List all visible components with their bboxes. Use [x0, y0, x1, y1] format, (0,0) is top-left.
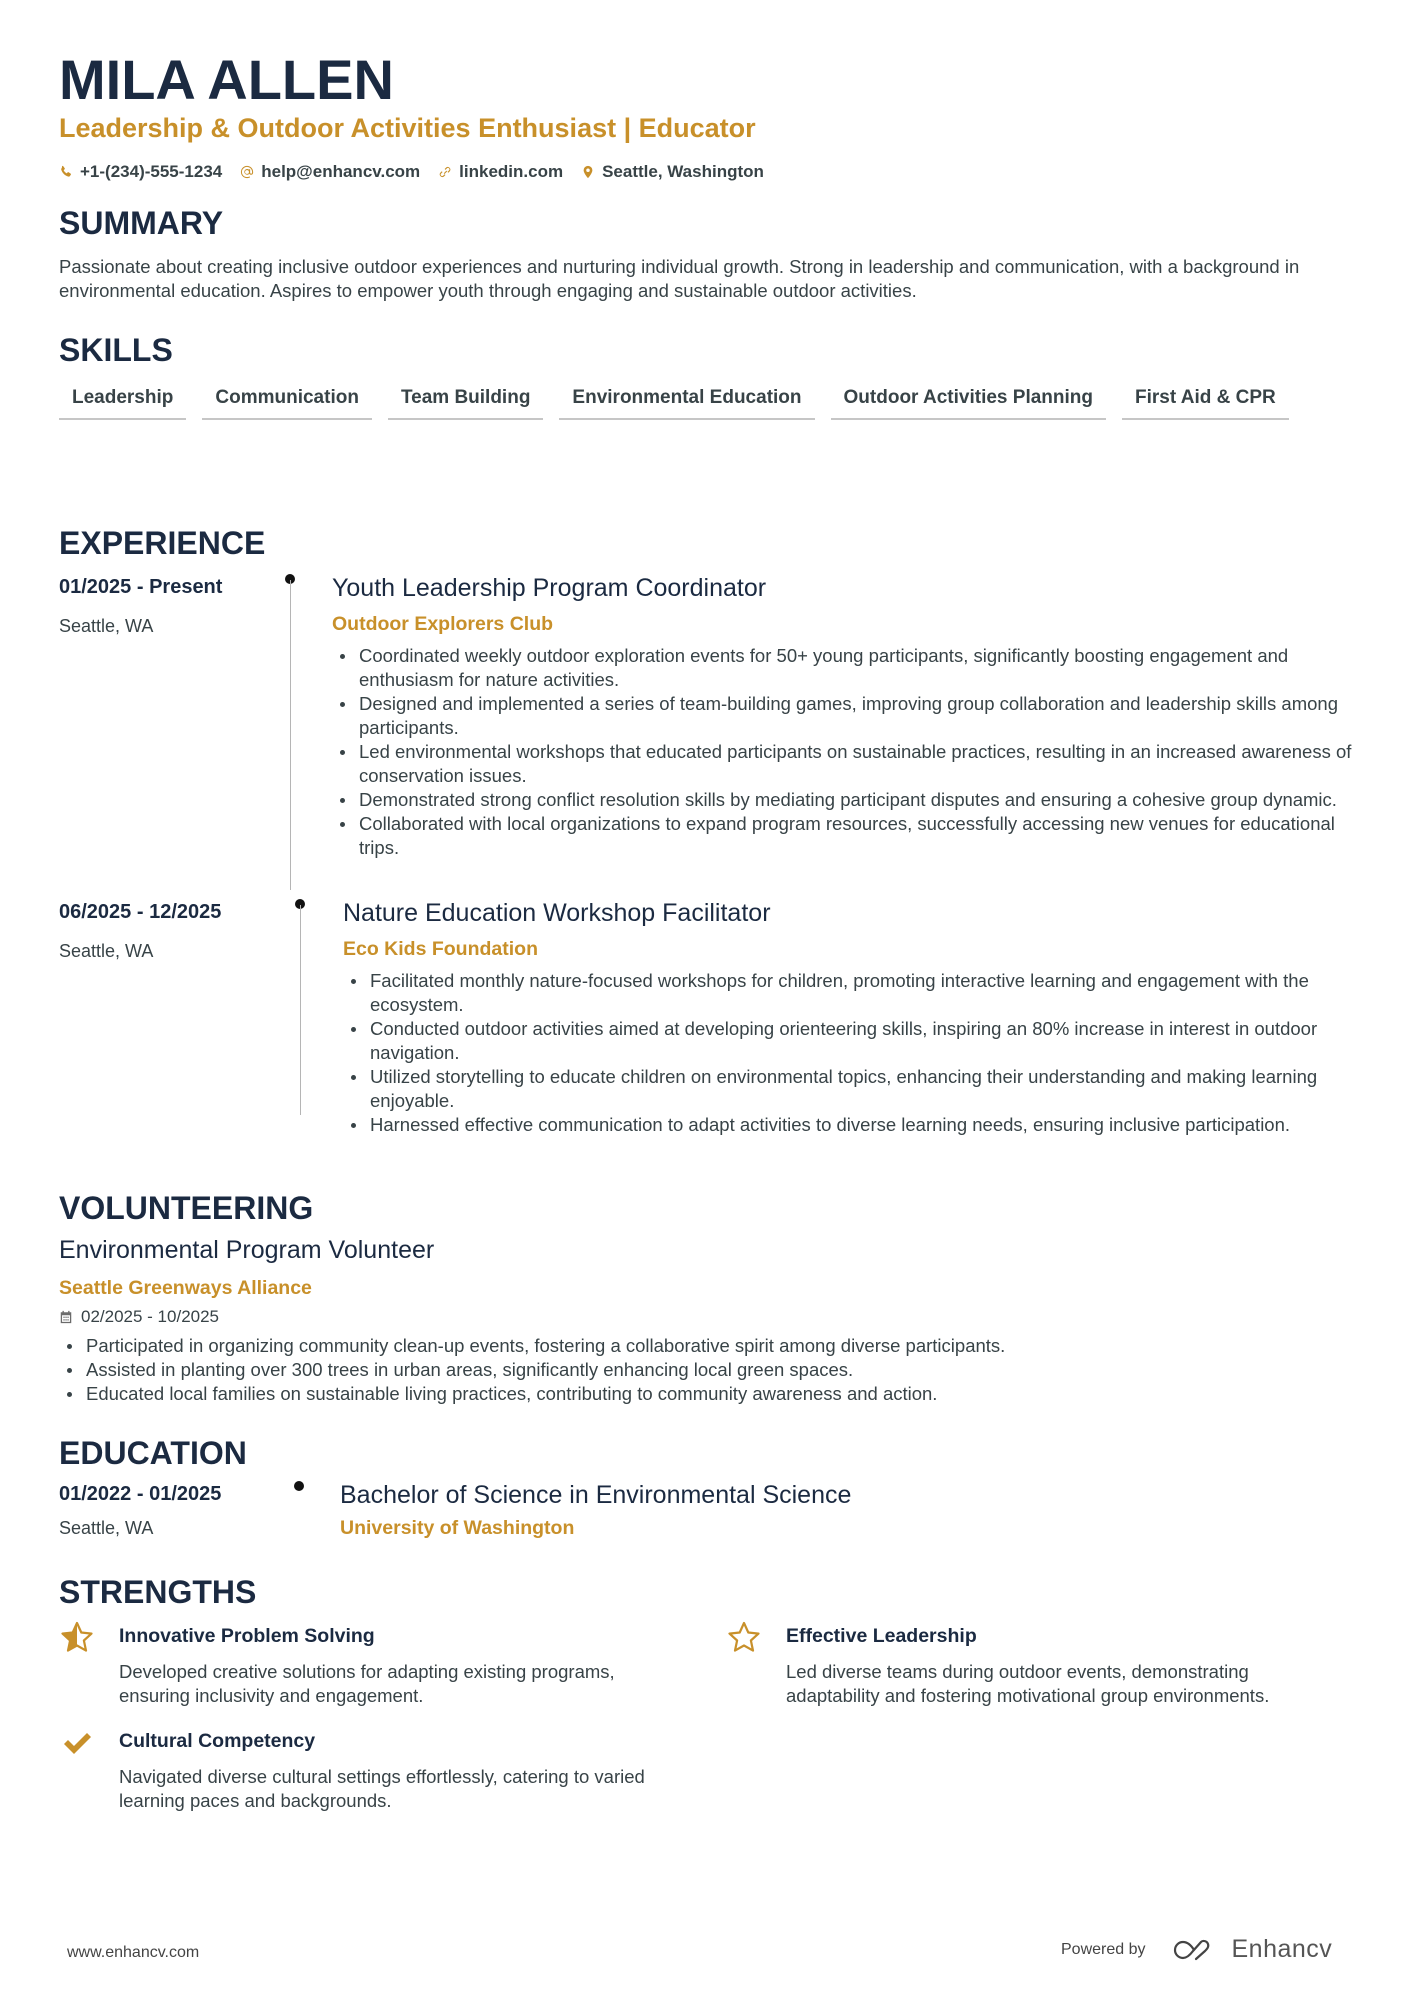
- education-location: Seattle, WA: [59, 1518, 154, 1538]
- job-bullets: [343, 969, 1358, 1137]
- job-bullet: Demonstrated strong conflict resolution skills by mediating participant disputes and ensuring a cohesive group dynamic.: [332, 788, 1367, 812]
- strengths-heading: STRENGTHS: [59, 1574, 257, 1610]
- contact-phone-text: +1-(234)-555-1234: [80, 162, 223, 181]
- skill-tag: Leadership: [59, 380, 186, 420]
- job-company: Eco Kids Foundation: [343, 938, 538, 960]
- contact-linkedin-text: linkedin.com: [459, 162, 564, 181]
- contact-bar: [59, 160, 764, 184]
- timeline-line: [290, 580, 291, 890]
- volunteer-bullets: [59, 1334, 1359, 1406]
- skill-tag: Team Building: [388, 380, 543, 420]
- location-pin-icon: [581, 165, 595, 179]
- strength-description: Developed creative solutions for adapting existing programs, ensuring inclusivity and engagement.: [119, 1661, 615, 1706]
- job-dates: 01/2025 - Present: [59, 576, 223, 598]
- education-heading: EDUCATION: [59, 1435, 247, 1471]
- volunteer-bullet: Assisted in planting over 300 trees in urban areas, significantly enhancing local green spaces.: [59, 1358, 1359, 1382]
- strength-description: Led diverse teams during outdoor events, demonstrating adaptability and fostering motivational group environments.: [786, 1661, 1270, 1706]
- job-bullet: Coordinated weekly outdoor exploration events for 50+ young participants, significantly boosting engagement and enthusiasm for nature activities.: [332, 644, 1367, 692]
- job-bullet: Conducted outdoor activities aimed at developing orienteering skills, inspiring an 80% increase in interest in outdoor navigation.: [343, 1017, 1358, 1065]
- job-bullet: Collaborated with local organizations to expand program resources, successfully accessing new venues for educational trips.: [332, 812, 1367, 860]
- skill-tag: Outdoor Activities Planning: [831, 380, 1106, 420]
- degree-title: Bachelor of Science in Environmental Science: [340, 1481, 852, 1509]
- volunteer-role: Environmental Program Volunteer: [59, 1236, 435, 1264]
- contact-email[interactable]: [240, 162, 420, 182]
- contact-phone[interactable]: [59, 162, 222, 182]
- job-bullet: Led environmental workshops that educated participants on sustainable practices, resulting in an increased awareness of conservation issues.: [332, 740, 1367, 788]
- timeline-line: [300, 905, 301, 1115]
- job-bullet: Designed and implemented a series of team-building games, improving group collaboration and leadership skills among participants.: [332, 692, 1367, 740]
- job-title: Nature Education Workshop Facilitator: [343, 899, 771, 927]
- skills-heading: SKILLS: [59, 332, 173, 368]
- volunteering-heading: VOLUNTEERING: [59, 1190, 314, 1226]
- strength-title: Effective Leadership: [786, 1625, 977, 1647]
- enhancv-logo[interactable]: [1172, 1935, 1333, 1964]
- skill-tag: Communication: [202, 380, 372, 420]
- strength-description: Navigated diverse cultural settings effortlessly, catering to varied learning paces and backgrounds.: [119, 1766, 645, 1811]
- checkmark-icon: [59, 1725, 95, 1761]
- phone-icon: [59, 165, 73, 179]
- volunteer-bullet: Educated local families on sustainable living practices, contributing to community awareness and action.: [59, 1382, 1359, 1406]
- strength-title: Cultural Competency: [119, 1730, 316, 1752]
- job-bullet: Facilitated monthly nature-focused workshops for children, promoting interactive learning and engagement with the ecosystem.: [343, 969, 1358, 1017]
- skills-list: [59, 380, 1359, 420]
- link-icon: [438, 165, 452, 179]
- skill-tag: First Aid & CPR: [1122, 380, 1289, 420]
- job-location: Seattle, WA: [59, 616, 154, 636]
- footer-branding: [1061, 1935, 1332, 1964]
- star-outline-icon: [726, 1620, 762, 1656]
- volunteer-dates-text: 02/2025 - 10/2025: [81, 1307, 220, 1326]
- contact-location-text: Seattle, Washington: [602, 162, 764, 181]
- volunteer-dates: [59, 1307, 219, 1327]
- job-bullet: Harnessed effective communication to adapt activities to diverse learning needs, ensuring inclusive participation.: [343, 1113, 1358, 1137]
- volunteer-bullet: Participated in organizing community clean-up events, fostering a collaborative spirit among diverse participants.: [59, 1334, 1359, 1358]
- strength-title: Innovative Problem Solving: [119, 1625, 375, 1647]
- job-company: Outdoor Explorers Club: [332, 613, 554, 635]
- candidate-name: MILA ALLEN: [59, 48, 394, 111]
- volunteer-organization: Seattle Greenways Alliance: [59, 1277, 312, 1299]
- contact-linkedin[interactable]: [438, 162, 563, 182]
- summary-heading: SUMMARY: [59, 205, 224, 241]
- skill-tag: Environmental Education: [559, 380, 814, 420]
- contact-email-text: help@enhancv.com: [261, 162, 421, 181]
- experience-heading: EXPERIENCE: [59, 525, 266, 561]
- summary-text: Passionate about creating inclusive outdoor experiences and nurturing individual growth. Strong in leadership and communication, with a background in environmental education. Aspires to empower youth through engaging and sustainable outdoor activities.: [59, 256, 1300, 301]
- job-bullet: Utilized storytelling to educate children on environmental topics, enhancing their understanding and making learning enjoyable.: [343, 1065, 1358, 1113]
- brand-name: Enhancv: [1231, 1935, 1333, 1963]
- education-dates: 01/2022 - 01/2025: [59, 1483, 222, 1505]
- calendar-icon: [59, 1310, 73, 1324]
- job-dates: 06/2025 - 12/2025: [59, 901, 222, 923]
- at-icon: [240, 165, 254, 179]
- timeline-dot: [294, 1481, 304, 1491]
- job-bullets: [332, 644, 1367, 860]
- job-title: Youth Leadership Program Coordinator: [332, 574, 767, 602]
- enhancv-infinity-heart-icon: [1172, 1937, 1220, 1963]
- school-name: University of Washington: [340, 1517, 575, 1539]
- powered-by-label: Powered by: [1061, 1940, 1146, 1958]
- candidate-headline: Leadership & Outdoor Activities Enthusiast | Educator: [59, 113, 756, 143]
- footer-website-link[interactable]: www.enhancv.com: [67, 1944, 200, 1961]
- half-star-icon: [59, 1620, 95, 1656]
- job-location: Seattle, WA: [59, 941, 154, 961]
- contact-location: [581, 162, 764, 182]
